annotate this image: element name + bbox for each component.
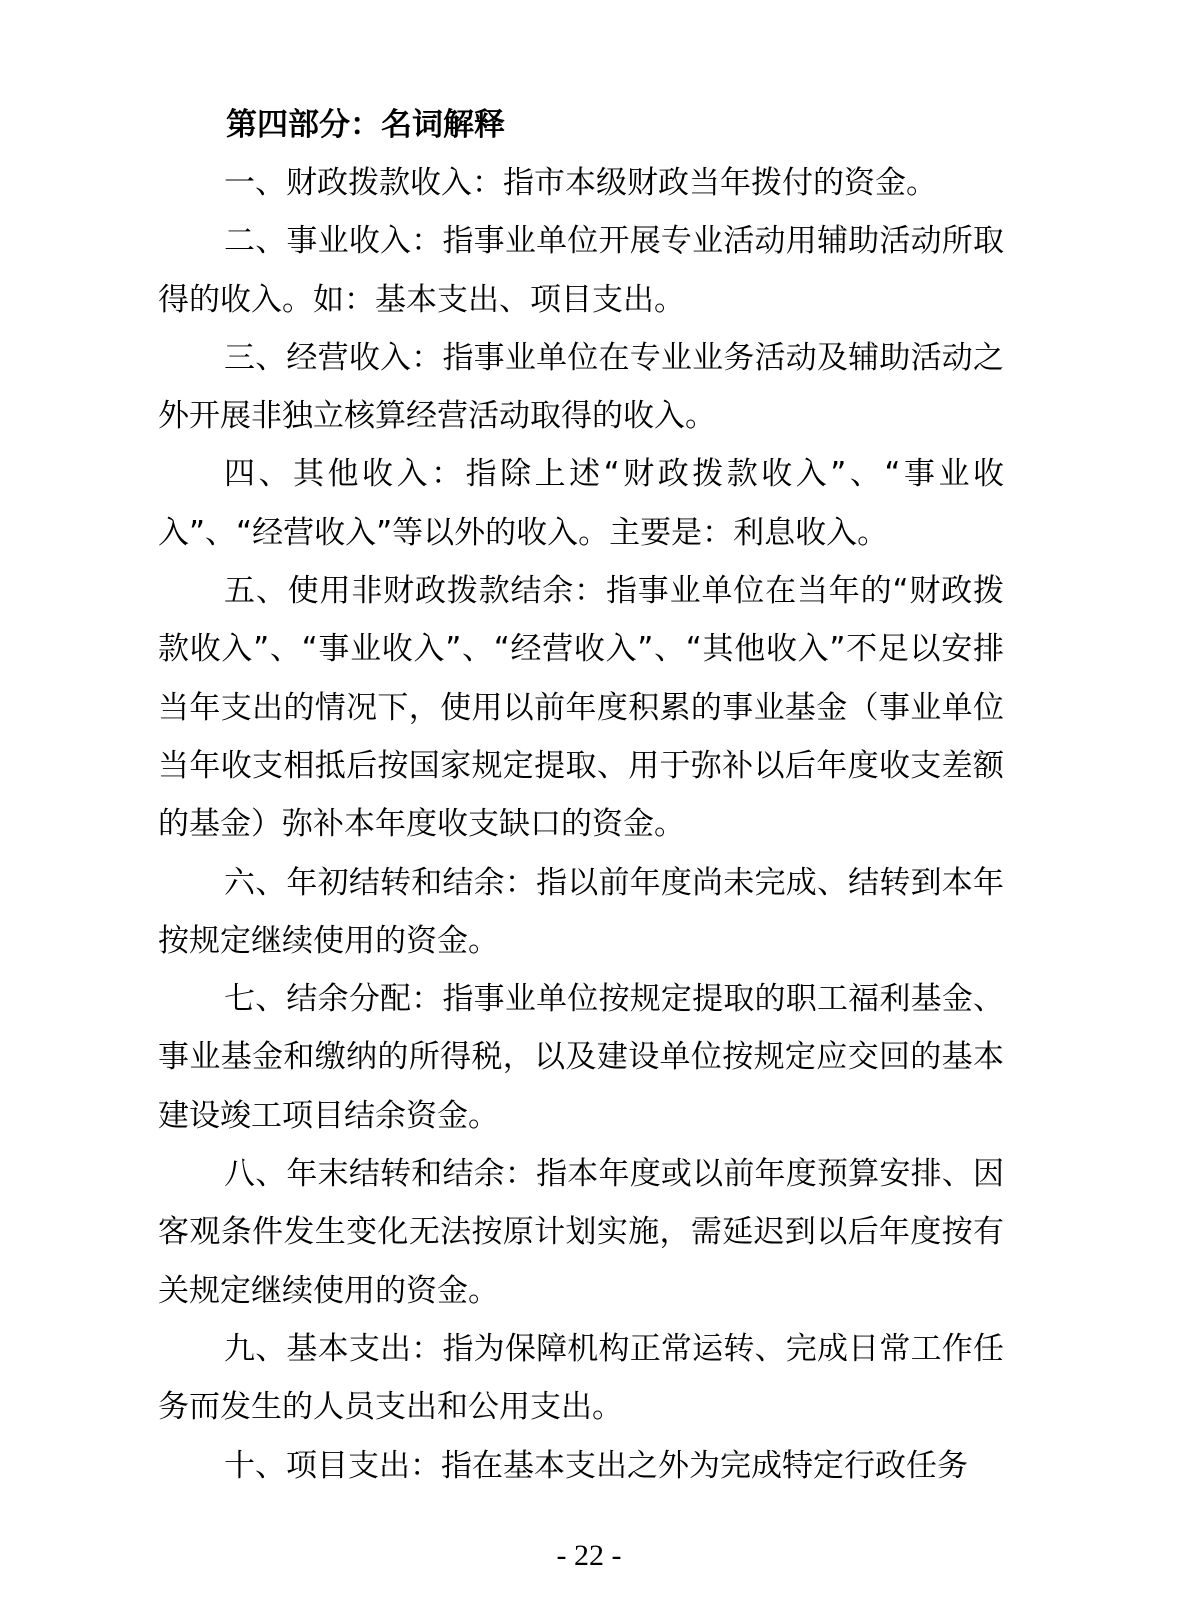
- definition-non-fiscal-surplus-usage: 五、使用非财政拨款结余：指事业单位在当年的“财政拨款收入”、“事业收入”、“经营收入”、“其他收入”不足以安排当年支出的情况下，使用以前年度积累的事业基金（事业单位当年收支相抵后按国家规定提取、用于弥补以后年度收支差额的基金）弥补本年度收支缺口的资金。: [158, 573, 1004, 843]
- definition-year-end-carryover: 八、年末结转和结余：指本年度或以前年度预算安排、因客观条件发生变化无法按原计划实施，需延迟到以后年度按有关规定继续使用的资金。: [158, 1156, 1004, 1309]
- definition-beginning-carryover: 六、年初结转和结余：指以前年度尚未完成、结转到本年按规定继续使用的资金。: [158, 864, 1004, 959]
- definition-other-income: 四、其他收入：指除上述“财政拨款收入”、“事业收入”、“经营收入”等以外的收入。主要是：利息收入。: [158, 456, 1004, 551]
- document-body: [158, 96, 1004, 1495]
- definition-business-income: 二、事业收入：指事业单位开展专业活动用辅助活动所取得的收入。如：基本支出、项目支出。: [158, 223, 1004, 318]
- definition-surplus-distribution: 七、结余分配：指事业单位按规定提取的职工福利基金、事业基金和缴纳的所得税，以及建设单位按规定应交回的基本建设竣工项目结余资金。: [158, 981, 1004, 1134]
- section-heading: 第四部分：名词解释: [226, 107, 505, 143]
- definition-project-expenditure: 十、项目支出：指在基本支出之外为完成特定行政任务: [224, 1447, 968, 1484]
- definition-fiscal-appropriation-income: 一、财政拨款收入：指市本级财政当年拨付的资金。: [224, 165, 937, 201]
- definition-operating-income: 三、经营收入：指事业单位在专业业务活动及辅助活动之外开展非独立核算经营活动取得的收入。: [158, 339, 1004, 435]
- definition-basic-expenditure: 九、基本支出：指为保障机构正常运转、完成日常工作任务而发生的人员支出和公用支出。: [158, 1330, 1004, 1426]
- page-number: - 22 -: [556, 1539, 622, 1572]
